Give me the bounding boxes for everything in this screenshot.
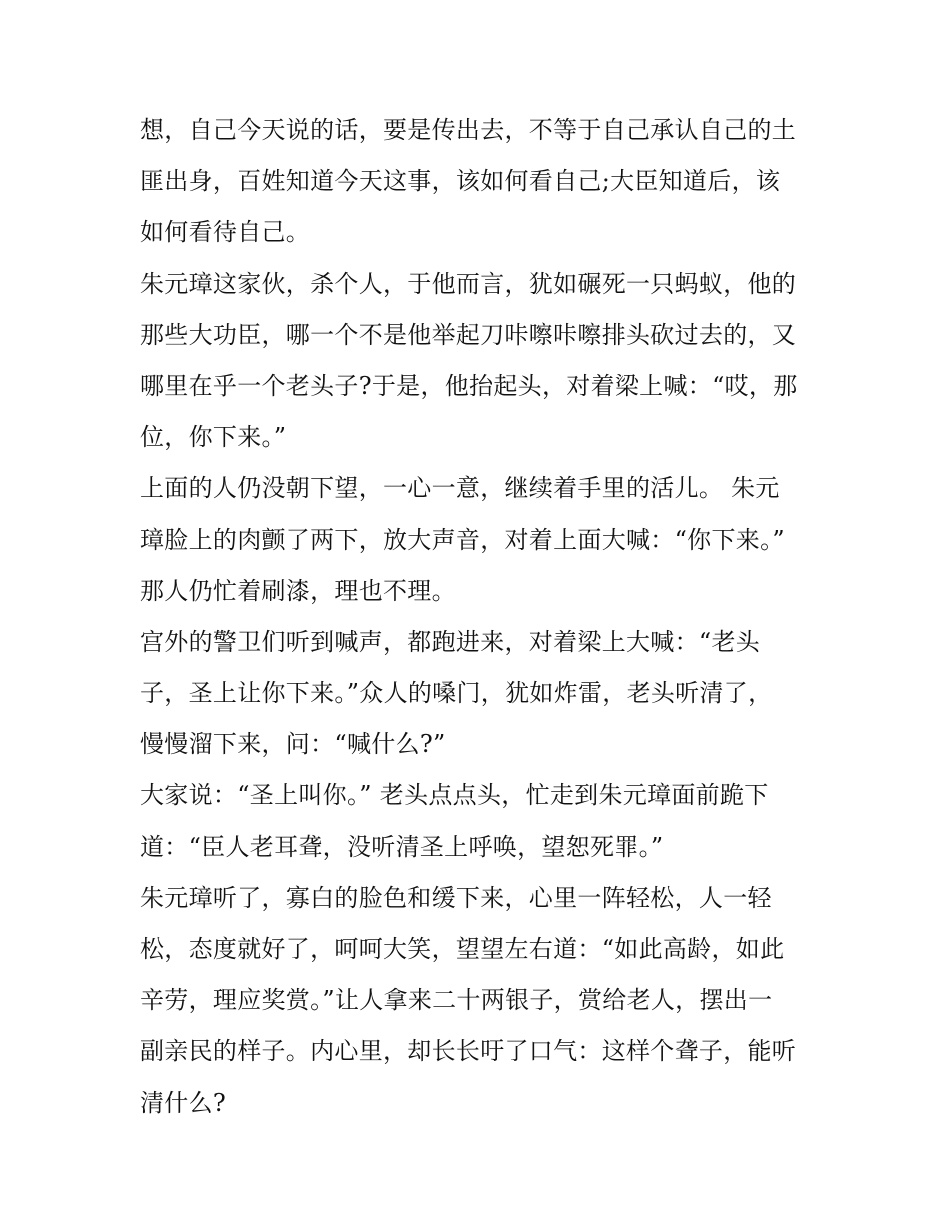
text-line: 哪里在乎一个老头子?于是，他抬起头，对着梁上喊：“哎，那: [140, 371, 798, 400]
text-line: 清什么?: [140, 1088, 227, 1117]
text-line: 璋脸上的肉颤了两下，放大声音，对着上面大喊：“你下来。”: [140, 525, 785, 554]
text-line: 松，态度就好了，呵呵大笑，望望左右道：“如此高龄，如此: [140, 935, 785, 963]
text-line: 道：“臣人老耳聋，没听清圣上呼唤，望恕死罪。”: [140, 832, 664, 861]
text-line: 子，圣上让你下来。”众人的嗓门，犹如炸雷，老头听清了，: [140, 679, 773, 708]
text-line: 位，你下来。”: [140, 423, 287, 452]
text-line: 上面的人仍没朝下望，一心一意，继续着手里的活儿。 朱元: [140, 474, 780, 503]
text-line: 想，自己今天说的话，要是传出去，不等于自己承认自己的土: [140, 116, 797, 144]
text-line: 朱元璋这家伙，杀个人，于他而言，犹如碾死一只蚂蚁，他的: [140, 269, 797, 298]
text-line: 大家说：“圣上叫你。” 老头点点头，忙走到朱元璋面前跪下: [140, 781, 769, 810]
text-line: 匪出身，百姓知道今天这事，该如何看自己;大臣知道后，该: [140, 167, 781, 196]
document-page: [140, 105, 820, 1129]
text-line: 宫外的警卫们听到喊声，都跑进来，对着梁上大喊：“老头: [140, 627, 761, 656]
text-line: 那人仍忙着刷漆，理也不理。: [140, 576, 456, 605]
text-line: 如何看待自己。: [140, 218, 311, 247]
text-line: 副亲民的样子。内心里，却长长吁了口气：这样个聋子，能听: [140, 1037, 797, 1066]
text-line: 朱元璋听了，寡白的脸色和缓下来，心里一阵轻松，人一轻: [140, 883, 772, 912]
text-line: 慢慢溜下来，问：“喊什么?”: [140, 730, 446, 759]
text-line: 那些大功臣，哪一个不是他举起刀咔嚓咔嚓排头砍过去的，又: [140, 320, 797, 349]
text-line: 辛劳，理应奖赏。”让人拿来二十两银子，赏给老人，摆出一: [140, 986, 773, 1015]
